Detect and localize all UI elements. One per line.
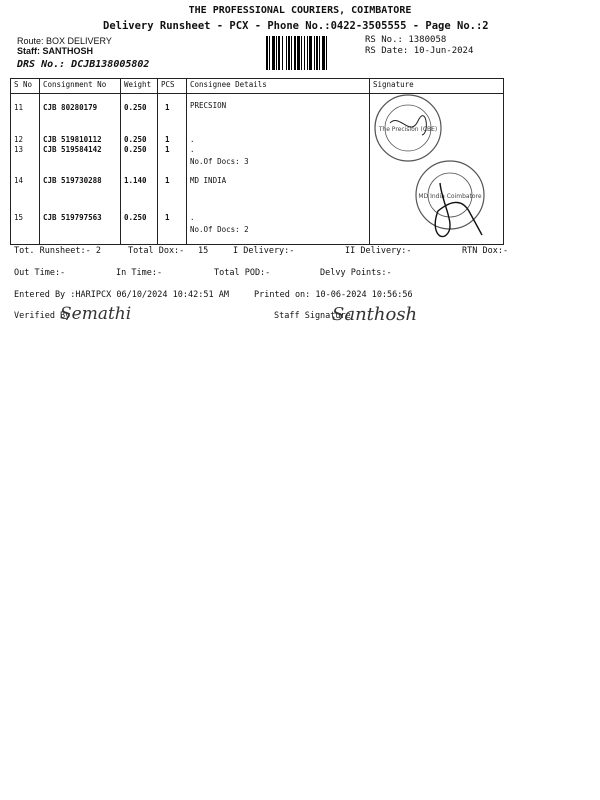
col-consignee: Consignee Details — [187, 79, 370, 94]
in-time: In Time:- — [116, 268, 163, 278]
staff-label: Staff: SANTHOSH — [17, 46, 93, 56]
sno-14: 14 — [14, 176, 24, 185]
col-weight: Weight — [121, 79, 158, 94]
cn-11: CJB 80280179 — [43, 103, 98, 112]
col-consignment: Consignment No — [40, 79, 121, 94]
total-dox-value: 15 — [198, 246, 209, 256]
rs-date: RS Date: 10-Jun-2024 — [365, 46, 474, 56]
sno-12: 12 — [14, 135, 24, 144]
pcs-13: 1 — [165, 145, 170, 154]
ii-delivery: II Delivery:- — [345, 246, 412, 256]
out-time: Out Time:- — [14, 268, 66, 278]
sno-13: 13 — [14, 145, 24, 154]
verified-signature: Semathi — [60, 304, 132, 324]
staff-signature-label: Staff Signature — [274, 311, 351, 321]
consignee-11: PRECSION — [190, 101, 227, 110]
weight-12: 0.250 — [124, 135, 147, 144]
rs-number: RS No.: 1380058 — [365, 35, 447, 45]
total-dox-label: Total Dox:- — [128, 246, 185, 256]
cn-13: CJB 519584142 — [43, 145, 102, 154]
drs-number: DRS No.: DCJB138005802 — [17, 59, 150, 70]
stamp1-text: The Precision (CBE) — [378, 126, 438, 133]
pcs-12: 1 — [165, 135, 170, 144]
pcs-15: 1 — [165, 213, 170, 222]
staff-signature: Santhosh — [332, 304, 418, 325]
i-delivery: I Delivery:- — [233, 246, 295, 256]
stamp2-text: MD India Coimbatore — [418, 193, 482, 200]
consignee-14: MD INDIA — [190, 176, 227, 185]
consignee-15: . — [190, 213, 195, 222]
route-label: Route: BOX DELIVERY — [17, 36, 112, 46]
signature-cell — [373, 95, 500, 243]
printed-on: Printed on: 10-06-2024 10:56:56 — [254, 290, 413, 300]
runsheet-table — [10, 78, 504, 245]
col-signature: Signature — [370, 79, 504, 94]
docs-count-1: No.Of Docs: 3 — [190, 157, 249, 166]
total-pod: Total POD:- — [214, 268, 271, 278]
delvy-points: Delvy Points:- — [320, 268, 392, 278]
consignee-12: . — [190, 135, 195, 144]
weight-13: 0.250 — [124, 145, 147, 154]
stamps-and-signatures — [370, 83, 496, 248]
weight-14: 1.140 — [124, 176, 147, 185]
sno-11: 11 — [14, 103, 24, 112]
barcode — [265, 36, 357, 70]
precision-stamp — [375, 95, 441, 161]
rtn-dox: RTN Dox:- — [462, 246, 509, 256]
runsheet-subtitle: Delivery Runsheet - PCX - Phone No.:0422-3505555 - Page No.:2 — [103, 20, 489, 32]
consignee-13: . — [190, 145, 195, 154]
cn-15: CJB 519797563 — [43, 213, 102, 222]
pcs-14: 1 — [165, 176, 170, 185]
weight-15: 0.250 — [124, 213, 147, 222]
cn-14: CJB 519730288 — [43, 176, 102, 185]
col-sno: S No — [11, 79, 40, 94]
col-pcs: PCS — [158, 79, 187, 94]
verified-by-label: Verified By — [14, 311, 71, 321]
tot-runsheet: Tot. Runsheet:- 2 — [14, 246, 101, 256]
table-body-row — [11, 94, 504, 245]
company-title: THE PROFESSIONAL COURIERS, COIMBATORE — [188, 5, 412, 16]
entered-by: Entered By :HARIPCX 06/10/2024 10:42:51 AM — [14, 290, 229, 300]
weight-11: 0.250 — [124, 103, 147, 112]
docs-count-2: No.Of Docs: 2 — [190, 225, 249, 234]
pcs-11: 1 — [165, 103, 170, 112]
cn-12: CJB 519810112 — [43, 135, 102, 144]
sno-15: 15 — [14, 213, 24, 222]
